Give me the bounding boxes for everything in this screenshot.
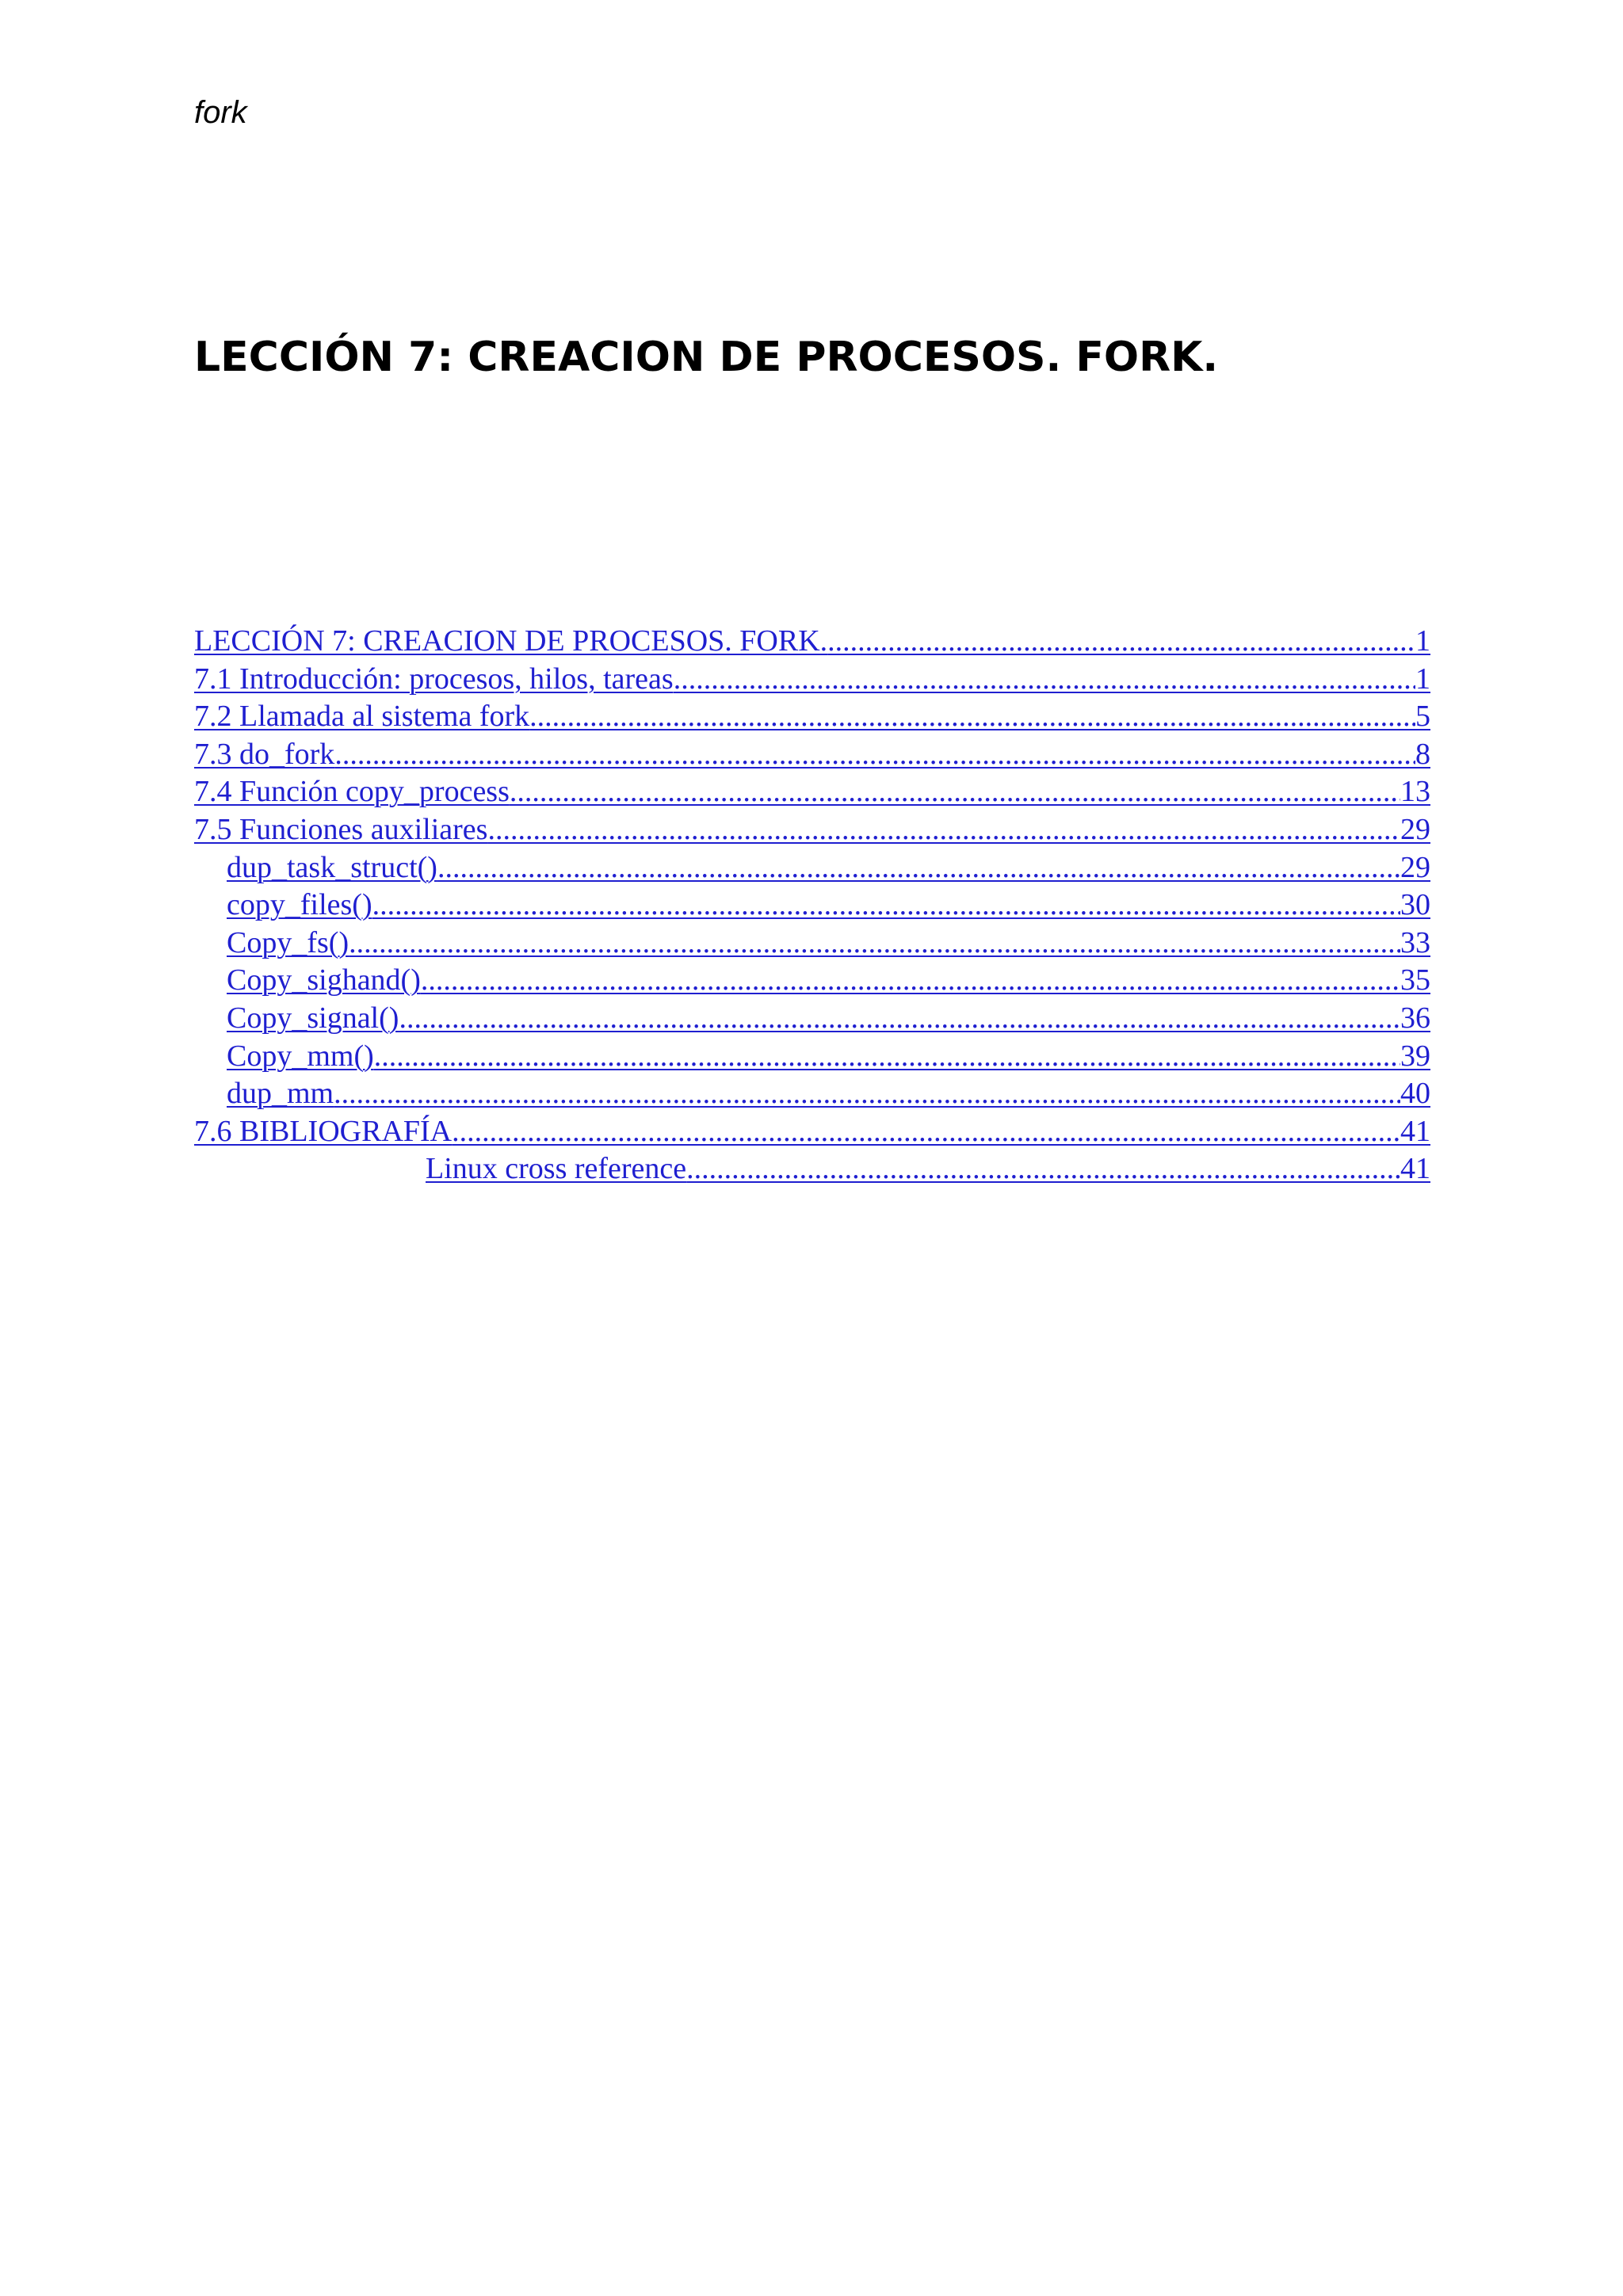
toc-leader-dots — [334, 737, 1415, 772]
toc-page-number: 1 — [1415, 662, 1430, 696]
toc-leader-dots — [452, 1114, 1400, 1149]
toc-leader-dots — [374, 1039, 1400, 1074]
toc-page-number: 36 — [1400, 1001, 1430, 1035]
toc-page-number: 33 — [1400, 925, 1430, 959]
toc-page-number: 41 — [1400, 1152, 1430, 1186]
toc-entry-label: Linux cross reference — [426, 1152, 687, 1186]
toc-entry-funciones-auxiliares[interactable] — [194, 812, 1430, 850]
table-of-contents — [194, 624, 1430, 1189]
toc-page-number: 29 — [1400, 812, 1430, 846]
toc-page-number: 8 — [1415, 737, 1430, 771]
toc-entry-label: 7.1 Introducción: procesos, hilos, tareas — [194, 662, 674, 696]
toc-leader-dots — [686, 1151, 1400, 1186]
toc-page-number: 13 — [1400, 775, 1430, 809]
toc-page-number: 1 — [1415, 624, 1430, 658]
toc-leader-dots — [487, 812, 1400, 847]
toc-entry-label: Copy_signal() — [227, 1001, 399, 1035]
toc-entry-label: Copy_sighand() — [227, 963, 421, 997]
toc-entry-copy-process[interactable] — [194, 774, 1430, 812]
toc-page-number: 41 — [1400, 1114, 1430, 1148]
toc-leader-dots — [437, 850, 1400, 885]
toc-page-number: 40 — [1400, 1077, 1430, 1111]
document-title: LECCIÓN 7: CREACION DE PROCESOS. FORK. — [194, 334, 1219, 381]
toc-entry-label: LECCIÓN 7: CREACION DE PROCESOS. FORK. — [194, 624, 828, 658]
toc-page-number: 39 — [1400, 1039, 1430, 1073]
toc-leader-dots — [529, 699, 1415, 734]
toc-page-number: 30 — [1400, 888, 1430, 922]
toc-entry-copy-sighand[interactable] — [194, 963, 1430, 1001]
toc-page-number: 29 — [1400, 850, 1430, 884]
toc-entry-copy-files[interactable] — [194, 887, 1430, 925]
toc-entry-bibliografia[interactable] — [194, 1114, 1430, 1152]
toc-leader-dots — [349, 925, 1400, 960]
toc-entry-label: dup_task_struct() — [227, 850, 437, 884]
toc-entry-copy-mm[interactable] — [194, 1039, 1430, 1077]
toc-entry-introduccion[interactable] — [194, 662, 1430, 700]
toc-page-number: 5 — [1415, 700, 1430, 734]
toc-leader-dots — [399, 1001, 1400, 1035]
toc-entry-dup-mm[interactable] — [194, 1076, 1430, 1114]
toc-leader-dots — [372, 887, 1400, 922]
toc-leader-dots — [827, 624, 1415, 658]
toc-entry-label: 7.5 Funciones auxiliares — [194, 812, 488, 846]
toc-entry-label: 7.6 BIBLIOGRAFÍA — [194, 1114, 453, 1148]
toc-entry-label: dup_mm — [227, 1077, 334, 1111]
toc-entry-label: 7.2 Llamada al sistema fork — [194, 700, 530, 734]
toc-entry-label: Copy_fs() — [227, 925, 349, 959]
toc-leader-dots — [421, 963, 1400, 997]
toc-leader-dots — [334, 1076, 1400, 1111]
running-header: fork — [194, 95, 247, 130]
toc-entry-do-fork[interactable] — [194, 737, 1430, 775]
toc-entry-label: 7.3 do_fork — [194, 737, 335, 771]
toc-page-number: 35 — [1400, 963, 1430, 997]
toc-entry-linux-cross-reference[interactable] — [194, 1151, 1430, 1189]
toc-entry-label: 7.4 Función copy_process — [194, 775, 510, 809]
toc-entry-copy-signal[interactable] — [194, 1001, 1430, 1039]
toc-entry-leccion-7[interactable] — [194, 624, 1430, 662]
toc-entry-label: Copy_mm() — [227, 1039, 374, 1073]
toc-leader-dots — [674, 662, 1415, 696]
toc-leader-dots — [510, 774, 1400, 809]
toc-entry-llamada-fork[interactable] — [194, 699, 1430, 737]
toc-entry-label: copy_files() — [227, 888, 372, 922]
toc-entry-copy-fs[interactable] — [194, 925, 1430, 963]
toc-entry-dup-task-struct[interactable] — [194, 850, 1430, 888]
